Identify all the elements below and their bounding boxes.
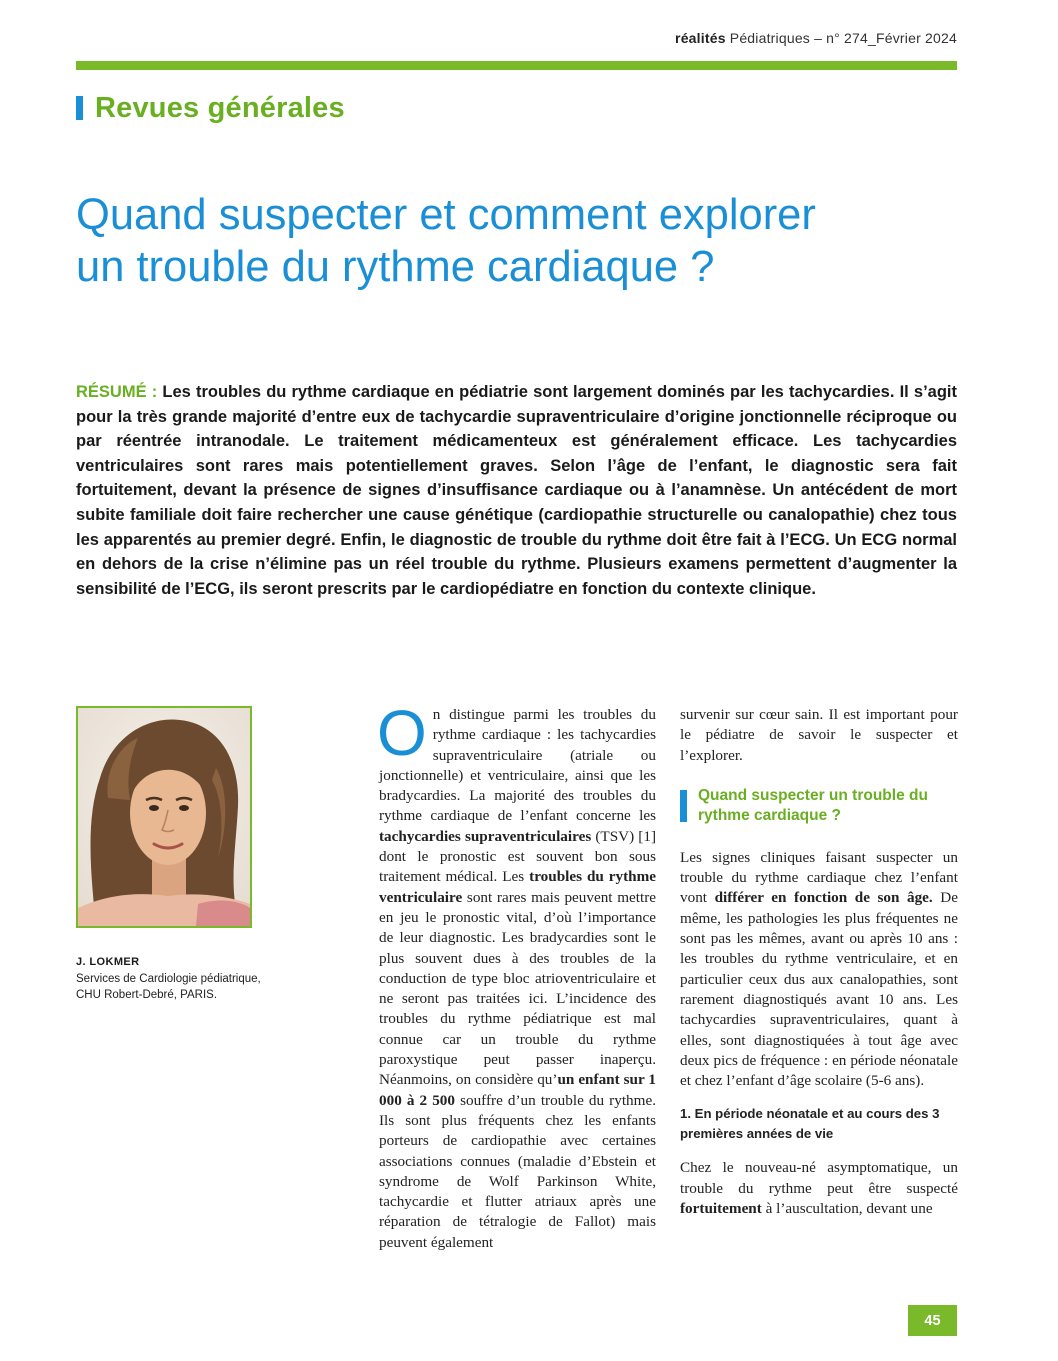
abstract-text: Les troubles du rythme cardiaque en pédiatrie sont largement dominés par les tachycardies. Il s’agit pour la très grande majorité d’entre eux de tachycardie supraventriculaire d’origine jonctionnelle réciproque ou par réentrée intranodale. Le traitement médicamenteux est généralement efficace. Les tachycardies ventriculaires sont rares mais potentiellement graves. Selon l’âge de l’enfant, le diagnostic sera fait fortuitement, devant la présence de signes d’insuffisance cardiaque ou à l’anamnèse. Un antécédent de mort subite familiale doit faire rechercher une cause génétique (cardiopathie structurelle ou canalopathie) chez tous les apparentés au premier degré. Enfin, le diagnostic de trouble du rythme doit être fait à l’ECG. Un ECG normal en dehors de la crise n’élimine pas un réel trouble du rythme. Plusieurs examens permettent d’augmenter la sensibilité de l’ECG, ils seront prescrits par le cardiopédiatre en fonction du contexte clinique. (76, 383, 957, 598)
article-title-line1: Quand suspecter et comment explorer (76, 191, 816, 239)
journal-brand: réalités (675, 30, 726, 46)
page-number: 45 (908, 1305, 957, 1336)
subheading (680, 786, 958, 826)
abstract-label: RÉSUMÉ : (76, 383, 158, 401)
sub-subheading: 1. En période néonatale et au cours des 3 premières années de vie (680, 1106, 940, 1142)
author-affiliation-line2: CHU Robert-Debré, PARIS. (76, 988, 218, 1001)
author-portrait-illustration (78, 708, 250, 926)
subheading-marker-bar (680, 790, 687, 822)
running-head (675, 30, 957, 46)
col1-bold-3: un enfant sur 1 000 à 2 500 (379, 1071, 656, 1109)
col1-text-4: souffre d’un trouble du rythme. Ils sont plus fréquents chez les enfants porteurs de cardiopathie avec certaines associations connues (maladie d’Ebstein et syndrome de Wolf Parkinson White, tachycardie et flutter atriaux après une réparation de tétralogie de Fallot) mais peuvent également (379, 1091, 656, 1251)
col1-text-1: n distingue parmi les troubles du rythme cardiaque : les tachycardies supraventriculaire (atriale ou jonctionnelle) et ventriculaire, ainsi que les bradycardies. La majorité des troubles du rythme cardiaque de l’enfant concerne les (379, 706, 656, 825)
author-affiliation (76, 972, 261, 1003)
col2-p2-text-2: De même, les pathologies les plus fréquentes ne sont pas les mêmes, avant ou après 10 ans : les troubles du rythme ventriculaire, et en particulier ceux dus aux canalopathies, sont rarement diagnostiqués avant 10 ans. Les tachycardies supraventriculaires, quant à elles, sont diagnostiquées à tout âge avec deux pics de fréquence : en période néonatale et chez l’enfant d’âge scolaire (5-6 ans). (680, 889, 958, 1090)
article-title-line2: un trouble du rythme cardiaque ? (76, 243, 715, 291)
author-name: J. LOKMER (76, 956, 140, 968)
col1-text-3: sont rares mais peuvent mettre en jeu le pronostic vital, d’où l’importance de leur diagnostic. Les bradycardies sont le plus souvent dues à des troubles de la conduction de type bloc atrioventriculaire et ne seront pas traitées ici. L’incidence des troubles du rythme pédiatrique est mal connue car un trouble du rythme paroxystique peut passer inaperçu. Néanmoins, on considère qu’ (379, 888, 656, 1089)
col2-p3-text-1: Chez le nouveau-né asymptomatique, un trouble du rythme peut être suspecté (680, 1159, 958, 1197)
section-label-text: Revues générales (95, 91, 345, 124)
col1-text-2: (TSV) [1] dont le pronostic est souvent bon sous traitement médical. Les (379, 827, 656, 886)
section-label (76, 92, 345, 124)
author-affiliation-line1: Services de Cardiologie pédiatrique, (76, 973, 261, 985)
article-title (76, 189, 976, 293)
col2-p2-bold: différer en fonction de son âge. (714, 889, 933, 907)
subheading-text: Quand suspecter un trouble du rythme cardiaque ? (698, 786, 928, 824)
col2-p2-text-1: Les signes cliniques faisant suspecter un trouble du rythme cardiaque chez l’enfant vont (680, 848, 958, 907)
top-green-rule (76, 61, 957, 70)
section-marker-bar (76, 96, 83, 120)
col2-p3-bold: fortuitement (680, 1200, 762, 1218)
col1-bold-2: troubles du rythme ventriculaire (379, 868, 656, 906)
author-photo (76, 706, 252, 928)
drop-cap: O (377, 697, 427, 769)
col2-paragraph-1: survenir sur cœur sain. Il est important pour le pédiatre de savoir le suspecter et l’explorer. (680, 706, 958, 764)
body-column-2 (680, 705, 958, 1219)
col2-paragraph-3 (680, 1158, 958, 1219)
col2-paragraph-2 (680, 848, 958, 1092)
col2-p3-text-2: à l’auscultation, devant une (761, 1200, 933, 1218)
journal-issue: Pédiatriques – n° 274_Février 2024 (729, 30, 957, 46)
body-column-1 (377, 697, 656, 1253)
abstract (76, 380, 957, 601)
col1-bold-1: tachycardies supraventriculaires (379, 827, 592, 845)
